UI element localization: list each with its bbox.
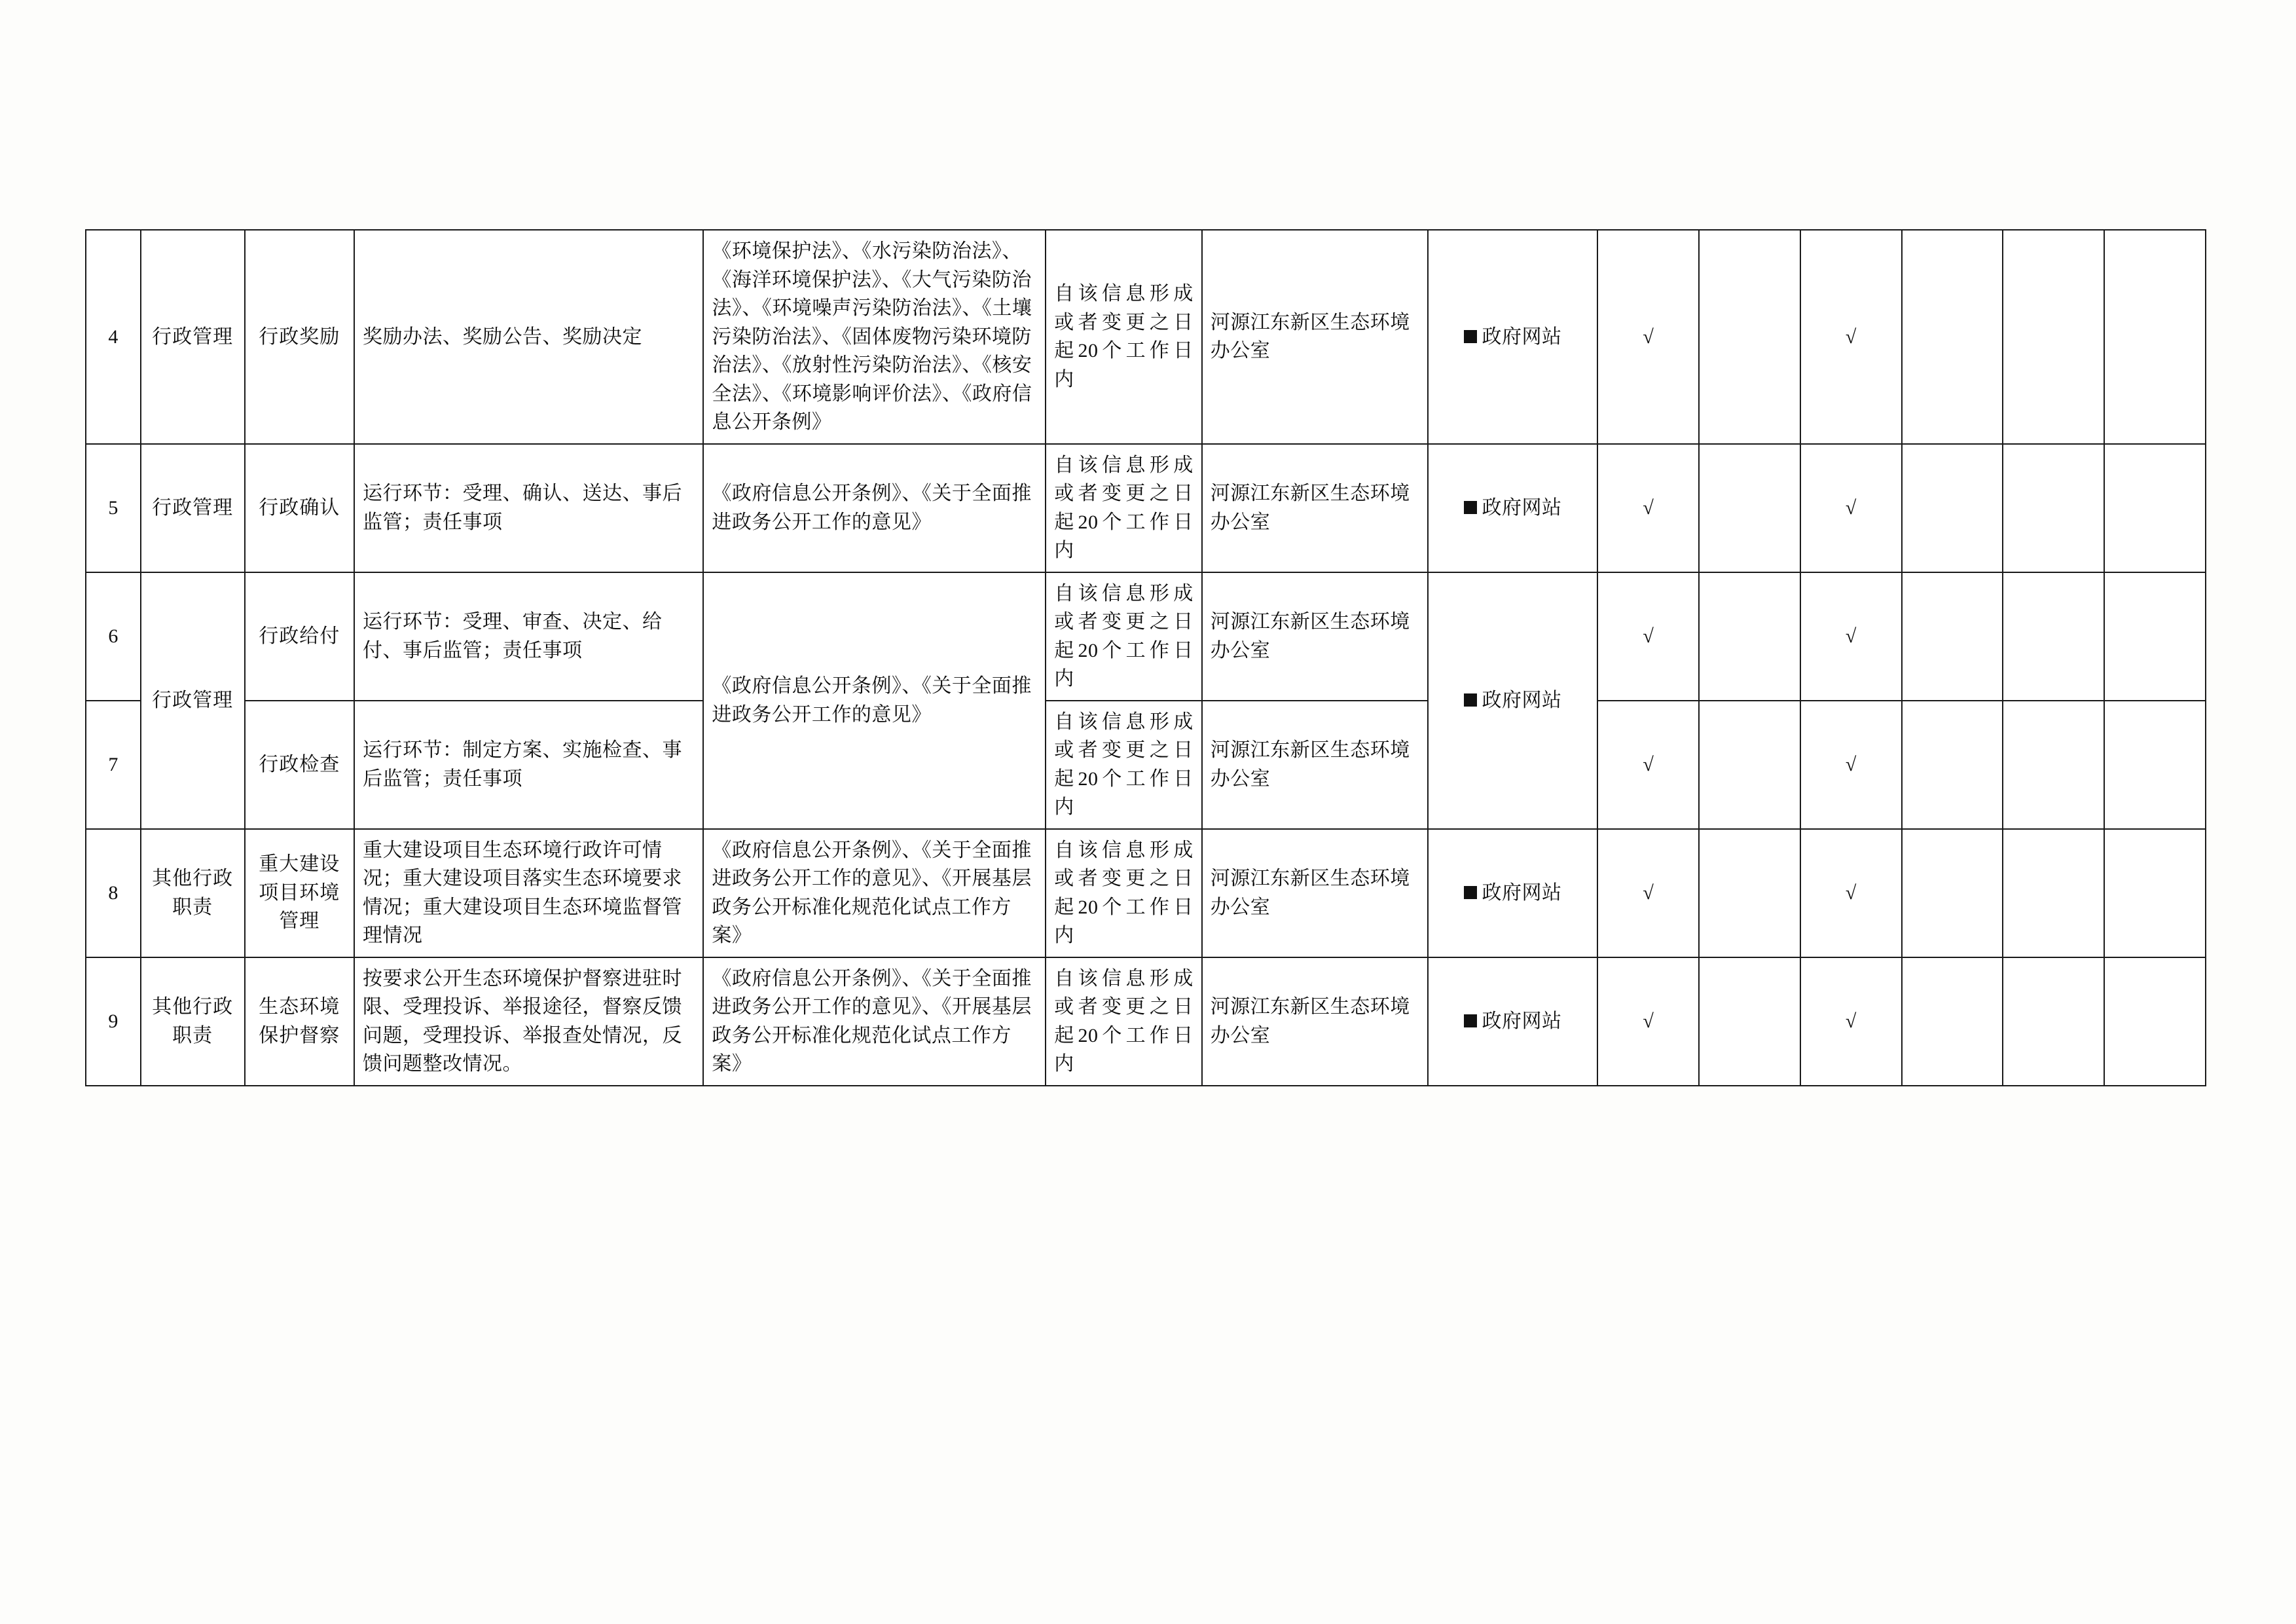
table-row [86,701,2206,829]
row-mark-1: √ [1597,572,1699,701]
table-container [85,229,2206,1086]
row-mark-2 [1699,829,1800,957]
row-category: 行政管理 [141,230,245,444]
row-index: 6 [86,572,141,701]
table-row [86,572,2206,701]
row-channel-merged [1428,572,1597,829]
row-mark-6 [2104,572,2206,701]
row-time-limit: 自该信息形成或者变更之日起20个工作日内 [1046,444,1201,572]
row-channel [1428,957,1597,1086]
row-mark-5 [2003,829,2104,957]
row-content: 运行环节：制定方案、实施检查、事后监管；责任事项 [354,701,703,829]
row-mark-5 [2003,957,2104,1086]
row-mark-1: √ [1597,829,1699,957]
row-item: 生态环境保护督察 [245,957,354,1086]
row-mark-1: √ [1597,957,1699,1086]
row-item: 行政确认 [245,444,354,572]
row-mark-1: √ [1597,444,1699,572]
filled-square-icon [1464,1014,1477,1027]
row-content: 运行环节：受理、确认、送达、事后监管；责任事项 [354,444,703,572]
row-channel [1428,829,1597,957]
row-index: 8 [86,829,141,957]
row-mark-4 [1902,701,2003,829]
row-mark-5 [2003,444,2104,572]
row-mark-6 [2104,829,2206,957]
row-mark-3: √ [1800,230,1902,444]
filled-square-icon [1464,886,1477,899]
channel-label: 政府网站 [1482,689,1562,711]
row-category: 其他行政职责 [141,829,245,957]
row-time-limit: 自该信息形成或者变更之日起20个工作日内 [1046,230,1201,444]
row-content: 按要求公开生态环境保护督察进驻时限、受理投诉、举报途径，督察反馈问题，受理投诉、举报查处情况，反馈问题整改情况。 [354,957,703,1086]
table-row [86,444,2206,572]
table-row [86,957,2206,1086]
row-index: 7 [86,701,141,829]
row-mark-6 [2104,957,2206,1086]
row-item: 行政检查 [245,701,354,829]
filled-square-icon [1464,501,1477,514]
row-mark-3: √ [1800,572,1902,701]
row-mark-2 [1699,572,1800,701]
table-row [86,230,2206,444]
row-index: 4 [86,230,141,444]
row-index: 9 [86,957,141,1086]
row-mark-3: √ [1800,829,1902,957]
row-mark-3: √ [1800,957,1902,1086]
row-time-limit: 自该信息形成或者变更之日起20个工作日内 [1046,829,1201,957]
table-row [86,829,2206,957]
row-category-merged: 行政管理 [141,572,245,829]
row-content: 运行环节：受理、审查、决定、给付、事后监管；责任事项 [354,572,703,701]
row-mark-5 [2003,701,2104,829]
channel-label: 政府网站 [1482,1010,1562,1032]
row-channel [1428,230,1597,444]
row-mark-4 [1902,444,2003,572]
row-mark-6 [2104,444,2206,572]
row-organization: 河源江东新区生态环境办公室 [1202,957,1428,1086]
row-mark-2 [1699,230,1800,444]
row-mark-1: √ [1597,230,1699,444]
channel-label: 政府网站 [1482,496,1562,519]
row-item: 重大建设项目环境管理 [245,829,354,957]
row-mark-2 [1699,957,1800,1086]
row-time-limit: 自该信息形成或者变更之日起20个工作日内 [1046,701,1201,829]
row-mark-6 [2104,701,2206,829]
filled-square-icon [1464,693,1477,707]
row-mark-2 [1699,444,1800,572]
row-organization: 河源江东新区生态环境办公室 [1202,701,1428,829]
row-item: 行政给付 [245,572,354,701]
row-mark-6 [2104,230,2206,444]
row-organization: 河源江东新区生态环境办公室 [1202,230,1428,444]
row-index: 5 [86,444,141,572]
row-basis-merged: 《政府信息公开条例》、《关于全面推进政务公开工作的意见》 [703,572,1046,829]
row-mark-4 [1902,957,2003,1086]
row-mark-4 [1902,829,2003,957]
row-category: 行政管理 [141,444,245,572]
row-item: 行政奖励 [245,230,354,444]
filled-square-icon [1464,330,1477,343]
row-basis: 《政府信息公开条例》、《关于全面推进政务公开工作的意见》、《开展基层政务公开标准化规范化试点工作方案》 [703,829,1046,957]
row-basis: 《政府信息公开条例》、《关于全面推进政务公开工作的意见》、《开展基层政务公开标准化规范化试点工作方案》 [703,957,1046,1086]
channel-label: 政府网站 [1482,881,1562,904]
row-organization: 河源江东新区生态环境办公室 [1202,444,1428,572]
row-category: 其他行政职责 [141,957,245,1086]
row-organization: 河源江东新区生态环境办公室 [1202,829,1428,957]
channel-label: 政府网站 [1482,325,1562,348]
row-mark-4 [1902,230,2003,444]
row-time-limit: 自该信息形成或者变更之日起20个工作日内 [1046,572,1201,701]
row-basis: 《政府信息公开条例》、《关于全面推进政务公开工作的意见》 [703,444,1046,572]
row-time-limit: 自该信息形成或者变更之日起20个工作日内 [1046,957,1201,1086]
row-basis: 《环境保护法》、《水污染防治法》、《海洋环境保护法》、《大气污染防治法》、《环境噪声污染防治法》、《土壤污染防治法》、《固体废物污染环境防治法》、《放射性污染防治法》、《核安全法》、《环境影响评价法》、《政府信息公开条例》 [703,230,1046,444]
information-disclosure-table [85,229,2206,1086]
row-mark-5 [2003,230,2104,444]
row-mark-1: √ [1597,701,1699,829]
row-mark-5 [2003,572,2104,701]
row-content: 重大建设项目生态环境行政许可情况；重大建设项目落实生态环境要求情况；重大建设项目生态环境监督管理情况 [354,829,703,957]
row-organization: 河源江东新区生态环境办公室 [1202,572,1428,701]
row-content: 奖励办法、奖励公告、奖励决定 [354,230,703,444]
row-mark-3: √ [1800,444,1902,572]
row-mark-3: √ [1800,701,1902,829]
row-mark-2 [1699,701,1800,829]
row-channel [1428,444,1597,572]
row-mark-4 [1902,572,2003,701]
